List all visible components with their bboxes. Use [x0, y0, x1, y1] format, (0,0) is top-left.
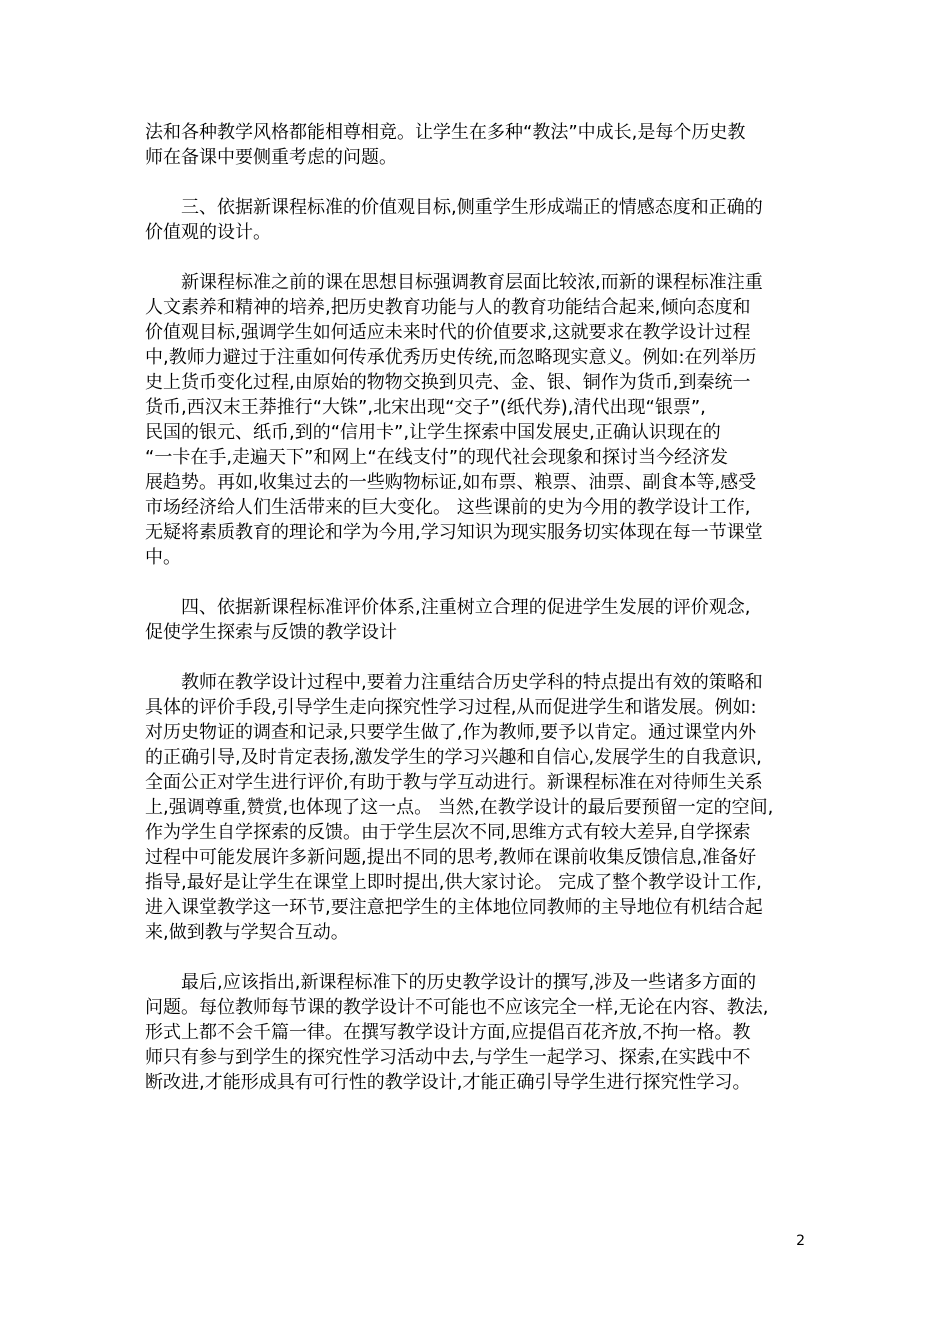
paragraph-1 [145, 120, 805, 170]
text-line: 价值观的设计。 [145, 222, 271, 243]
text-line: 价值观目标,强调学生如何适应未来时代的价值要求,这就要求在教学设计过程 [145, 322, 751, 343]
text-line: 形式上都不会千篇一律。在撰写教学设计方面,应提倡百花齐放,不拘一格。教 [145, 1022, 751, 1043]
text-line: 来,做到教与学契合互动。 [145, 922, 349, 943]
paragraph-6 [145, 970, 805, 1095]
text-line: 对历史物证的调查和记录,只要学生做了,作为教师,要予以肯定。通过课堂内外 [145, 722, 757, 743]
text-line: 教师在教学设计过程中,要着力注重结合历史学科的特点提出有效的策略和 [181, 672, 763, 693]
text-line: “一卡在手,走遍天下”和网上“在线支付”的现代社会现象和探讨当今经济发 [145, 447, 729, 468]
text-line: 新课程标准之前的课在思想目标强调教育层面比较浓,而新的课程标准注重 [181, 272, 763, 293]
text-line: 断改进,才能形成具有可行性的教学设计,才能正确引导学生进行探究性学习。 [145, 1072, 751, 1093]
page-number: 2 [796, 1233, 805, 1249]
section-heading-3 [145, 195, 805, 245]
text-line: 指导,最好是让学生在课堂上即时提出,供大家讨论。 完成了整个教学设计工作, [145, 872, 762, 893]
text-line: 人文素养和精神的培养,把历史教育功能与人的教育功能结合起来,倾向态度和 [145, 297, 751, 318]
text-line: 无疑将素质教育的理论和学为今用,学习知识为现实服务切实体现在每一节课堂 [145, 522, 763, 543]
document-body [145, 120, 805, 1120]
paragraph-5 [145, 670, 805, 945]
text-line: 师在备课中要侧重考虑的问题。 [145, 147, 397, 168]
text-line: 史上货币变化过程,由原始的物物交换到贝壳、金、银、铜作为货币,到秦统一 [145, 372, 751, 393]
text-line: 货币,西汉末王莽推行“大铢”,北宋出现“交子”(纸代券),清代出现“银票”, [145, 397, 706, 418]
paragraph-3 [145, 270, 805, 570]
text-line: 中。 [145, 547, 181, 568]
text-line: 市场经济给人们生活带来的巨大变化。 这些课前的史为今用的教学设计工作, [145, 497, 751, 518]
text-line: 四、依据新课程标准评价体系,注重树立合理的促进学生发展的评价观念, [181, 597, 751, 618]
text-line: 上,强调尊重,赞赏,也体现了这一点。 当然,在教学设计的最后要预留一定的空间, [145, 797, 774, 818]
text-line: 具体的评价手段,引导学生走向探究性学习过程,从而促进学生和谐发展。例如: [145, 697, 757, 718]
text-line: 全面公正对学生进行评价,有助于教与学互动进行。新课程标准在对待师生关系 [145, 772, 763, 793]
text-line: 过程中可能发展许多新问题,提出不同的思考,教师在课前收集反馈信息,准备好 [145, 847, 757, 868]
text-line: 中,教师力避过于注重如何传承优秀历史传统,而忽略现实意义。例如:在列举历 [145, 347, 757, 368]
text-line: 展趋势。再如,收集过去的一些购物标证,如布票、粮票、油票、副食本等,感受 [145, 472, 757, 493]
text-line: 师只有参与到学生的探究性学习活动中去,与学生一起学习、探索,在实践中不 [145, 1047, 751, 1068]
text-line: 进入课堂教学这一环节,要注意把学生的主体地位同教师的主导地位有机结合起 [145, 897, 763, 918]
text-line: 最后,应该指出,新课程标准下的历史教学设计的撰写,涉及一些诸多方面的 [181, 972, 757, 993]
text-line: 促使学生探索与反馈的教学设计 [145, 622, 397, 643]
text-line: 问题。每位教师每节课的教学设计不可能也不应该完全一样,无论在内容、教法, [145, 997, 769, 1018]
text-line: 民国的银元、纸币,到的“信用卡”,让学生探索中国发展史,正确认识现在的 [145, 422, 721, 443]
section-heading-4 [145, 595, 805, 645]
text-line: 法和各种教学风格都能相尊相竟。让学生在多种“教法”中成长,是每个历史教 [145, 122, 746, 143]
text-line: 的正确引导,及时肯定表扬,激发学生的学习兴趣和自信心,发展学生的自我意识, [145, 747, 762, 768]
text-line: 三、依据新课程标准的价值观目标,侧重学生形成端正的情感态度和正确的 [181, 197, 763, 218]
text-line: 作为学生自学探索的反馈。由于学生层次不同,思维方式有较大差异,自学探索 [145, 822, 751, 843]
